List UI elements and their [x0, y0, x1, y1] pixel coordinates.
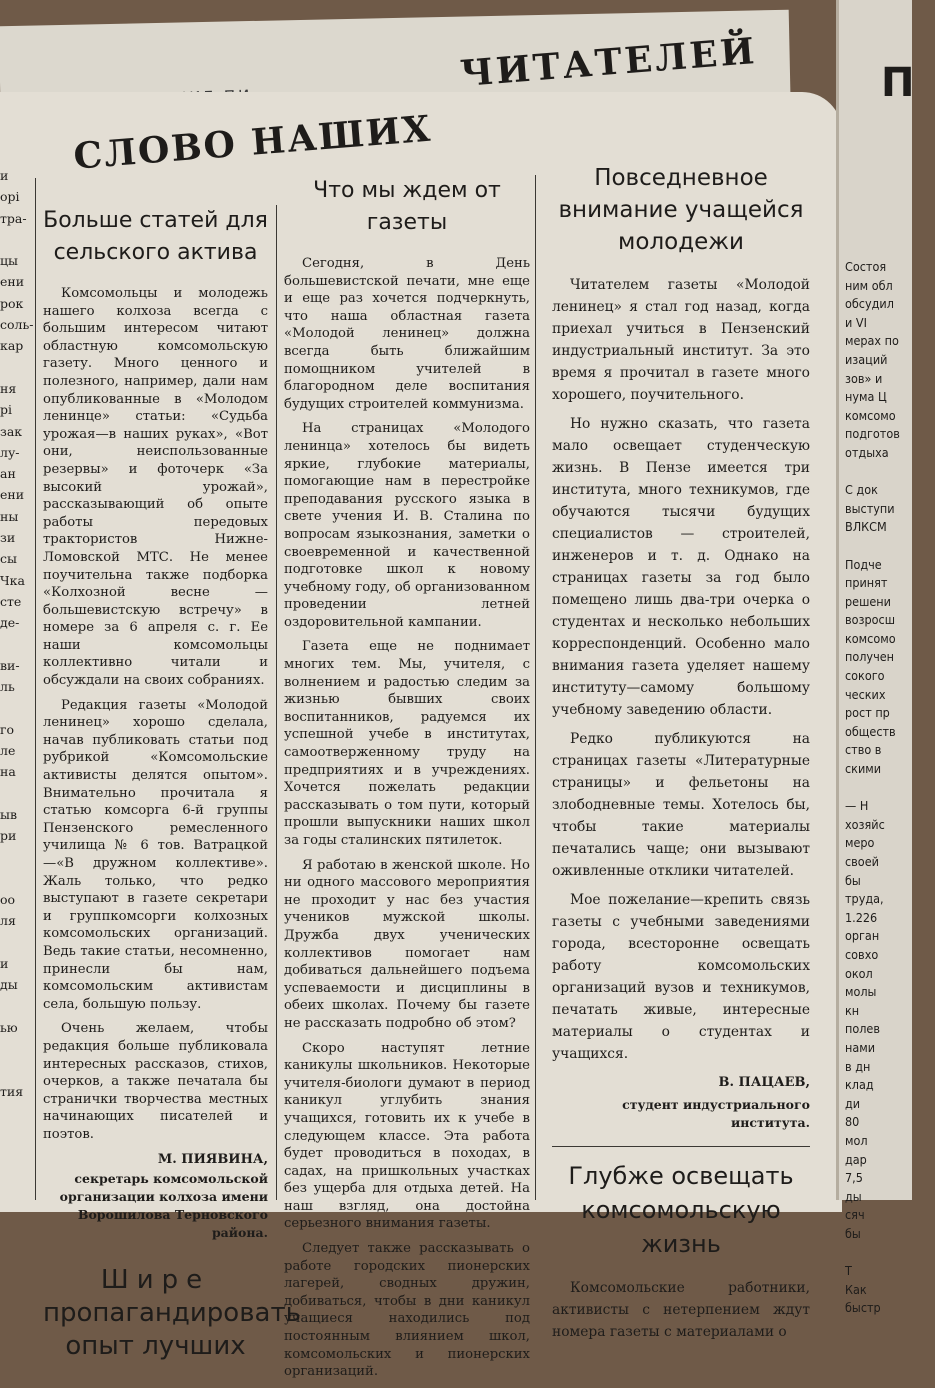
left-fragment-line — [0, 357, 30, 378]
author-role: студент индустриального института. — [622, 1097, 810, 1130]
left-fragment-line: ени — [0, 487, 25, 503]
left-fragment-line: ды — [0, 977, 18, 993]
left-fragment-line: кар — [0, 338, 24, 354]
adjacent-page — [836, 0, 915, 1316]
headline-line-1: СЛОВО НАШИХ — [72, 107, 434, 178]
adjacent-page-line: бы — [845, 1225, 861, 1241]
adjacent-page-line: своей — [845, 854, 879, 869]
adjacent-page-line: и VI — [845, 314, 867, 330]
left-fragment-line: лу- — [0, 444, 20, 460]
adjacent-page-line: ство в — [845, 742, 882, 758]
adjacent-page-line: комсомо — [845, 407, 896, 423]
article-paragraph: Я работаю в женской школе. Но ни одного массового мероприятия не проходит у нас без участия учеников мужской школы. Дружба двух ученических коллективов помогает нам добиваться дальнейшего подъема успеваемости и дисциплины в обеих школах. Почему бы газете не рассказать подробно об этом? — [284, 857, 530, 1031]
adjacent-page-line: возросш — [845, 612, 895, 628]
adjacent-page-line: дар — [845, 1151, 867, 1167]
left-fragment-line: и — [0, 955, 9, 971]
left-fragment-line — [0, 996, 30, 1017]
adjacent-page-line: Как — [845, 1281, 867, 1297]
left-fragment-line: ан — [0, 466, 16, 482]
article-paragraph: Комсомольцы и молодежь нашего колхоза всегда с большим интересом читают областную комсомольскую газету. Много ценного и полезного, например, дали нам опубликованные в «Молодом ленинце» статьи: «Судьба урожая—в наших руках», «Вот они, неиспользованные резервы» и фоточерк «За высокий урожай», рассказывающий об опыте работы передовых трактористов Нижне-Ломовской МТС. Не менее поучительна также подборка «Колхозной весне — большевистскую встречу» в номере за 6 апреля с. г. Ее наши комсомольцы коллективно читали и обсуждали на своих собраниях. — [43, 286, 268, 689]
section-divider — [552, 1146, 810, 1147]
left-fragment-line: орі — [0, 189, 20, 205]
adjacent-page-line: 1.226 — [845, 909, 878, 925]
left-fragment-line: ля — [0, 913, 16, 929]
left-fragment-line: ны — [0, 508, 19, 524]
article-paragraph: Газета еще не поднимает многих тем. Мы, учителя, с волнением и радостью следим за жизнью бывших своих воспитанников, радуемся их успешной учебе в институтах, самоотверженному труду на предприятиях и в учреждениях. Хочется пожелать редакции рассказывать о том пути, который прошли выпускники наших школ за годы сталинских пятилеток. — [284, 639, 530, 848]
adjacent-page-line: обсудил — [845, 296, 894, 312]
adjacent-page-line: выступи — [845, 500, 895, 516]
left-fragment-line: тия — [0, 1083, 24, 1099]
column-divider — [276, 205, 277, 1200]
article-paragraph: Читателем газеты «Молодой ленинец» я стал год назад, когда приехал учиться в Пензенский индустриальный институт. За это время я прочитал в газете много хорошего, поучительного. — [552, 277, 810, 403]
adjacent-page-line: сокого — [845, 668, 885, 684]
adjacent-page-line — [845, 537, 935, 556]
article-paragraph: Сегодня, в День большевистской печати, мне еще и еще раз хочется подчеркнуть, что наша областная газета «Молодой ленинец» должна всегда быть ближайшим помощником учителей в благородном деле воспитания будущих строителей коммунизма. — [284, 256, 530, 412]
adjacent-page-line: 7,5 — [845, 1170, 863, 1186]
adjacent-page-line: мерах по — [845, 333, 899, 349]
article-paragraph: Скоро наступят летние каникулы школьников. Некоторые учителя-биологи думают в период каникул углубить знания учащихся, готовить их к учебе в следующем классе. Эта работа будет проводиться в походах, в садах, на пришкольных участках без ущерба для отдыха детей. На наш взгляд, она достойна серьезного внимания газеты. — [284, 1040, 530, 1232]
left-fragment-line: рок — [0, 295, 24, 311]
left-fragment-line — [0, 634, 30, 655]
left-fragment-line — [0, 847, 30, 868]
left-fragment-line — [0, 697, 30, 718]
next-article-title: Глубже освещать комсомольскую жизнь — [568, 1162, 794, 1258]
adjacent-page-line: полев — [845, 1021, 880, 1037]
left-fragment-line: цы — [0, 253, 18, 269]
left-fragment-line — [0, 1059, 30, 1080]
adjacent-page-line: бы — [845, 872, 861, 888]
article-paragraph: Редко публикуются на страницах газеты «Литературные страницы» и фельетоны на злободневные темы. Хотелось бы, чтобы такие материалы печатались чаще; они вызывают оживленные отклики читателей. — [552, 731, 810, 879]
left-fragment-line — [0, 1038, 30, 1059]
adjacent-page-line: совхо — [845, 946, 879, 962]
left-fragment-line: сы — [0, 551, 17, 567]
adjacent-page-line: в дн — [845, 1058, 871, 1074]
article-more-articles — [43, 205, 301, 1363]
article-title: Больше статей для сельского актива — [43, 208, 268, 265]
adjacent-page-line: обществ — [845, 723, 896, 739]
adjacent-page-line: отдыха — [845, 444, 889, 460]
left-fragment-line: ени — [0, 274, 25, 290]
adjacent-page-line: сяч — [845, 1207, 865, 1223]
author-name: В. ПАЦАЕВ, — [718, 1075, 810, 1090]
adjacent-page-line: рост пр — [845, 705, 890, 721]
adjacent-page-line: быстр — [845, 1300, 881, 1316]
adjacent-page-text — [845, 258, 935, 1318]
article-what-we-expect — [284, 175, 530, 1388]
article-title: Повседневное внимание учащейся молодежи — [558, 165, 804, 255]
adjacent-page-line: — Н — [845, 798, 869, 814]
adjacent-page-line: подготов — [845, 426, 900, 442]
adjacent-page-line: 80 — [845, 1114, 860, 1130]
left-fragment-line: на — [0, 764, 16, 780]
column-divider — [535, 175, 536, 1200]
left-fragment-line: соль- — [0, 317, 34, 333]
adjacent-page-line: Т — [845, 1263, 852, 1279]
adjacent-page-line: окол — [845, 965, 873, 981]
left-fragment-line — [0, 932, 30, 953]
left-fragment-line: оо — [0, 892, 16, 908]
article-title: Что мы ждем от газеты — [313, 178, 501, 235]
left-fragment-line: ри — [0, 828, 17, 844]
left-fragment-line: де- — [0, 615, 20, 631]
author-name: М. ПИЯВИНА, — [157, 1151, 268, 1167]
left-fragment-line — [0, 868, 30, 889]
adjacent-page-line: ческих — [845, 686, 886, 702]
author-role: секретарь комсомольской организации колхоза имени Ворошилова Терновского района. — [59, 1171, 268, 1241]
left-fragment-line: зак — [0, 423, 23, 439]
article-paragraph: Очень желаем, чтобы редакция больше публиковала интересных рассказов, стихов, очерков, а также печатала бы странички творчества местных начинающих писателей и поэтов. — [43, 1021, 268, 1142]
adjacent-page-line: Подче — [845, 556, 882, 572]
adjacent-page-line: принят — [845, 575, 888, 591]
adjacent-page-line: нами — [845, 1039, 876, 1055]
adjacent-page-line: труда, — [845, 891, 884, 907]
left-fragment-line: тра- — [0, 210, 27, 226]
adjacent-page-line: хозяйс — [845, 816, 885, 832]
next-article-title: Шире пропагандировать опыт лучших — [43, 1265, 301, 1362]
column-divider — [35, 178, 36, 1200]
left-fragment-line: го — [0, 721, 15, 737]
adjacent-page-line: меро — [845, 835, 875, 851]
article-paragraph: Мое пожелание—крепить связь газеты с учебными заведениями города, всесторонне освещать работу комсомольских организаций вузов и техникумов, печатать живые, интересные материалы о студентах и учащихся. — [552, 892, 810, 1062]
left-fragment-line — [0, 783, 30, 804]
article-paragraph: Но нужно сказать, что газета мало освещает студенческую жизнь. В Пензе имеется три института, много техникумов, где обучаются тысячи будущих специалистов — строителей, инженеров и т. д. Однако на страницах газеты за год было помещено лишь два-три очерка о студентах и несколько небольших корреспонденций. Особенно мало внимания газета уделяет нашему институту—самому большому учебному заведению области. — [552, 416, 810, 718]
adjacent-page-line: получен — [845, 649, 894, 665]
left-fragment-line: Чка — [0, 572, 25, 588]
adjacent-page-line — [845, 779, 935, 798]
left-fragment-line: ью — [0, 1019, 18, 1035]
adjacent-page-line: комсомо — [845, 630, 896, 646]
adjacent-page-line: изаций — [845, 351, 888, 367]
headline-line-2: ЧИТАТЕЛЕЙ — [458, 29, 759, 96]
left-fragment-line: ня — [0, 380, 17, 396]
adjacent-page-line: кн — [845, 1002, 860, 1018]
article-paragraph: Комсомольские работники, активисты с нетерпением ждут номера газеты с материалами о — [552, 1280, 810, 1340]
adjacent-page-line: ды — [845, 1188, 862, 1204]
left-fragment-line: ыв — [0, 806, 17, 822]
left-fragment-line: зи — [0, 530, 16, 546]
adjacent-page-line: нума Ц — [845, 389, 887, 405]
left-fragment-line — [0, 229, 30, 250]
article-student-youth — [552, 162, 810, 1350]
adjacent-page-line: клад — [845, 1077, 874, 1093]
adjacent-page-line: ди — [845, 1095, 861, 1111]
adjacent-page-line: скими — [845, 761, 882, 777]
adjacent-page-line: С док — [845, 482, 878, 498]
left-page-fragment — [0, 165, 34, 1102]
left-fragment-line: рі — [0, 402, 12, 418]
left-fragment-line: и — [0, 168, 9, 183]
adjacent-page-line: орган — [845, 928, 880, 944]
adjacent-page-line — [845, 1243, 935, 1262]
adjacent-page-line: зов» и — [845, 370, 883, 386]
article-paragraph: Следует также рассказывать о работе городских пионерских лагерей, сводных дружин, добиваться, чтобы в дни каникул учащиеся находились под постоянным влиянием школ, комсомольских и пионерских организаций. — [284, 1241, 530, 1380]
adjacent-page-line: мол — [845, 1132, 868, 1148]
adjacent-page-line: решени — [845, 593, 891, 609]
adjacent-page-heading: П — [881, 60, 915, 106]
adjacent-page-line — [845, 463, 935, 482]
adjacent-page-line: Состоя — [845, 259, 887, 274]
article-paragraph: Редакция газеты «Молодой ленинец» хорошо сделала, начав публиковать статьи под рубрикой «Комсомольские активисты делятся опытом». Внимательно прочитала я статью комсорга 6-й группы Пензенского ремесленного училища № 6 тов. Ватрацкой—«В дружном коллективе». Жаль только, что редко выступают в газете секретари и группкомсорги колхозных комсомольских организаций. Ведь такие статьи, несомненно, принесли бы нам, комсомольским активистам села, большую пользу. — [43, 697, 268, 1012]
adjacent-page-line: молы — [845, 984, 877, 1000]
left-fragment-line: ль — [0, 679, 15, 695]
left-fragment-line: ле — [0, 743, 16, 759]
left-fragment-line: ви- — [0, 657, 20, 673]
adjacent-page-line: ним обл — [845, 277, 893, 293]
left-fragment-line: сте — [0, 593, 22, 609]
article-paragraph: На страницах «Молодого ленинца» хотелось бы видеть яркие, глубокие материалы, помогающие нам в перестройке преподавания русского языка в свете учения И. В. Сталина по вопросам языкознания, заметки о своевременной и качественной подготовке школ к новому учебному году, об организованном проведении летней оздоровительной кампании. — [284, 421, 530, 630]
adjacent-page-line: ВЛКСМ — [845, 519, 887, 535]
